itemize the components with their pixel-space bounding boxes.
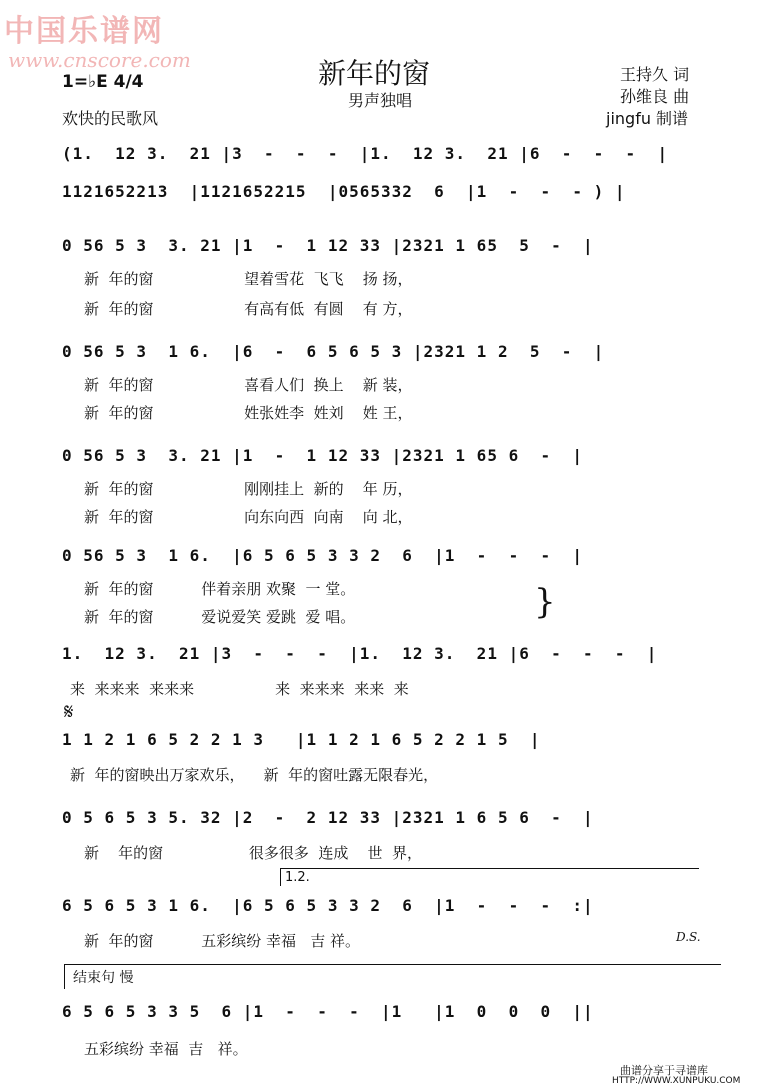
notation-row: 1 1 2 1 6 5 2 2 1 3 |1 1 2 1 6 5 2 2 1 5 | [62,730,541,749]
lyricist-credit: 王持久 词 [620,65,690,84]
notation-row: 6 5 6 5 3 3 5 6 |1 - - - |1 |1 0 0 0 || [62,1002,594,1021]
lyric-line: 新 年的窗 喜看人们 换上 新 装， [84,376,413,394]
lyric-line: 新 年的窗 有高有低 有圆 有 方， [84,300,413,318]
lyric-line: 新 年的窗 刚刚挂上 新的 年 历， [84,480,413,498]
lyric-line: 新 年的窗 五彩缤纷 幸福 吉 祥。 [84,932,361,950]
notation-row: 0 56 5 3 3. 21 |1 - 1 12 33 |2321 1 65 6 - | [62,446,584,465]
watermark-url: www.cnscore.com [8,48,191,72]
volta-bracket [280,868,699,886]
brace-mark: } [534,582,556,622]
composer-credit: 孙维良 曲 [620,87,690,106]
arranger-credit: jingfu 制谱 [606,109,689,128]
footer-url: HTTP://WWW.XUNPUKU.COM [612,1076,741,1086]
notation-row: 0 56 5 3 3. 21 |1 - 1 12 33 |2321 1 65 5 - | [62,236,594,255]
notation-row: 6 5 6 5 3 1 6. |6 5 6 5 3 3 2 6 |1 - - - :| [62,896,594,915]
ending-label: 结束句 慢 [73,970,134,986]
notation-row: 0 56 5 3 1 6. |6 5 6 5 3 3 2 6 |1 - - - | [62,546,584,565]
lyric-line: 新 年的窗 向东向西 向南 向 北， [84,508,413,526]
ending-bracket [64,964,721,989]
notation-row: 1. 12 3. 21 |3 - - - |1. 12 3. 21 |6 - - - | [62,644,658,663]
lyric-line: 来 来来来 来来来 来 来来来 来来 来 [70,680,409,698]
notation-row: (1. 12 3. 21 |3 - - - |1. 12 3. 21 |6 - - - | [62,144,669,163]
lyric-line: 五彩缤纷 幸福 吉 祥。 [84,1040,248,1058]
lyric-line: 新 年的窗 很多很多 连成 世 界， [84,844,423,862]
notation-row: 0 5 6 5 3 5. 32 |2 - 2 12 33 |2321 1 6 5 6 - | [62,808,594,827]
volta-label: 1.2. [285,870,310,885]
notation-row: 0 56 5 3 1 6. |6 - 6 5 6 5 3 |2321 1 2 5 - | [62,342,605,361]
song-title: 新年的窗 [318,57,431,90]
footer-source: 曲谱分享于寻谱库 [620,1064,708,1077]
lyric-line: 新 年的窗映出万家欢乐， 新 年的窗吐露无限春光， [70,766,439,784]
key-signature: 1=♭E 4/4 [62,72,144,92]
lyric-line: 新 年的窗 姓张姓李 姓刘 姓 王， [84,404,413,422]
notation-row: 1121652213 |1121652215 |0565332 6 |1 - - - ) | [62,182,626,201]
lyric-line: 新 年的窗 望着雪花 飞飞 扬 扬， [84,270,413,288]
segno-sign: 𝄋 [64,700,74,725]
tempo-marking: 欢快的民歌风 [62,109,159,128]
ds-mark: D.S. [676,930,701,944]
lyric-line: 新 年的窗 伴着亲朋 欢聚 一 堂。 [84,580,356,598]
song-subtitle: 男声独唱 [348,91,413,110]
lyric-line: 新 年的窗 爱说爱笑 爱跳 爱 唱。 [84,608,356,626]
watermark-logo: 中国乐谱网 [4,14,164,49]
